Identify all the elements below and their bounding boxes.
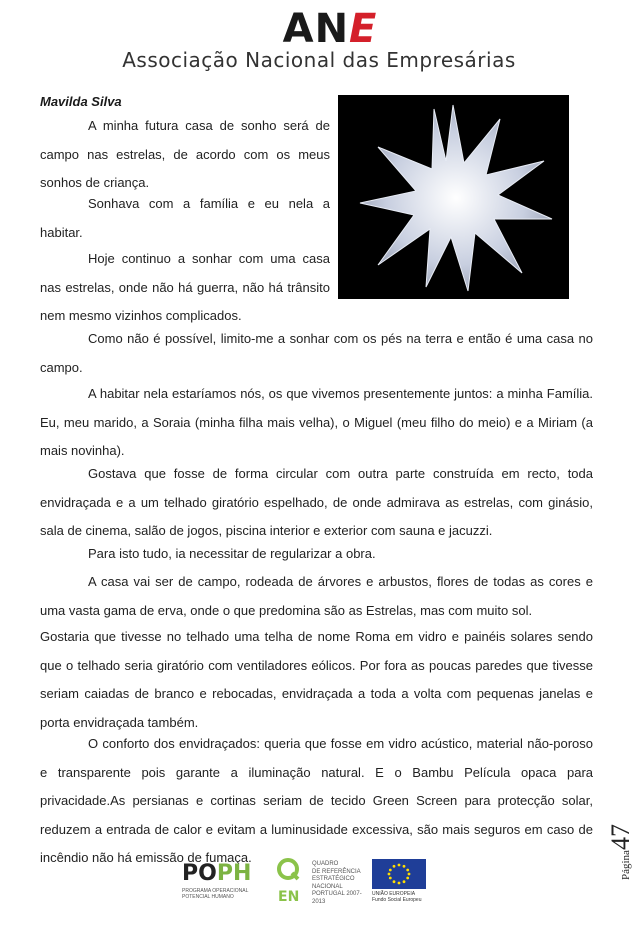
qren-text (312, 861, 366, 906)
paragraph-2: Sonhava com a família e eu nela a habitar. (40, 196, 330, 240)
svg-text:EN: EN (278, 889, 300, 905)
author-name: Mavilda Silva (40, 94, 122, 109)
qren-text-line: PORTUGAL 2007-2013 (312, 891, 362, 905)
qren-logo (276, 857, 366, 911)
ane-logo-letters: AN (282, 6, 350, 52)
ane-logo (230, 6, 430, 52)
eu-flag-icon (372, 859, 426, 889)
eu-caption-line-1: UNIÃO EUROPEIA (372, 891, 416, 897)
poph-word-ph: PH (216, 861, 252, 886)
poph-logo (182, 861, 272, 909)
qren-text-line: DE REFERÊNCIA (312, 868, 361, 875)
footer-logos (0, 855, 638, 915)
page-label: Página (620, 850, 632, 880)
paragraph-8: A casa vai ser de campo, rodeada de árvores e arbustos, flores de todas as cores e uma vasta gama de erva, onde o que predomina são as Estrelas, mas com muito sol. (40, 574, 593, 618)
paragraph-6: Gostava que fosse de forma circular com outra parte construída em recto, toda envidraçada e a um telhado giratório espelhado, de onde admirava as estrelas, com ginásio, sala de cinema, salão de jogos, piscina interior e exterior com sauna e jacuzzi. (40, 466, 593, 538)
poph-word-po: PO (182, 861, 217, 886)
paragraph-5: A habitar nela estaríamos nós, os que vivemos presentemente juntos: a minha Família. Eu, meu marido, a Soraia (minha filha mais velha), o Miguel (meu filho do meio) e a Miriam (a mais novinha). (40, 386, 593, 458)
poph-subtitle: PROGRAMA OPERACIONAL POTENCIAL HUMANO (182, 888, 249, 900)
poph-wordmark (182, 861, 272, 886)
eu-caption (372, 891, 436, 903)
org-name: Associação Nacional das Empresárias (122, 48, 516, 72)
paragraph-4: Como não é possível, limito-me a sonhar com os pés na terra e então é uma casa no campo. (40, 331, 593, 375)
ane-logo-mark (230, 6, 430, 52)
paragraph-9: Gostaria que tivesse no telhado uma telha de nome Roma em vidro e painéis solares sendo que o telhado seria giratório com ventiladores eólicos. Por fora as poucas paredes que tivesse seriam caiadas de branco e rebocadas, envidraçada a toda a volta com pequenas janelas e porta envidraçada também. (40, 629, 593, 730)
paragraph-10: O conforto dos envidraçados: queria que fosse em vidro acústico, material não-poroso e transparente pois garante a iluminação natural. E o Bambu Película opaca para privacidade.As persianas e cortinas seriam de tecido Green Screen para protecção solar, reduzem a entrada de calor e evitam a luminusidade excessiva, são mais seguros em caso de incêndio não há emissão de fumaça. (40, 736, 593, 865)
ane-logo-e: E (349, 6, 378, 52)
eu-caption-line-2: Fundo Social Europeu (372, 897, 422, 903)
paragraph-7: Para isto tudo, ia necessitar de regularizar a obra. (88, 546, 376, 561)
qren-text-line: QUADRO (312, 861, 339, 867)
qren-text-line: NACIONAL (312, 883, 343, 890)
qren-mark-icon (276, 857, 310, 907)
star-image (338, 95, 569, 299)
paragraph-3: Hoje continuo a sonhar com uma casa nas estrelas, onde não há guerra, não há trânsito nem mesmo vizinhos complicados. (40, 251, 330, 323)
qren-text-line: ESTRATÉGICO (312, 876, 355, 882)
page-number-value: 47 (606, 824, 635, 851)
eu-logo (372, 859, 436, 909)
star-icon (338, 95, 569, 299)
paragraph-1: A minha futura casa de sonho será de campo nas estrelas, de acordo com os meus sonhos de criança. (40, 118, 330, 190)
